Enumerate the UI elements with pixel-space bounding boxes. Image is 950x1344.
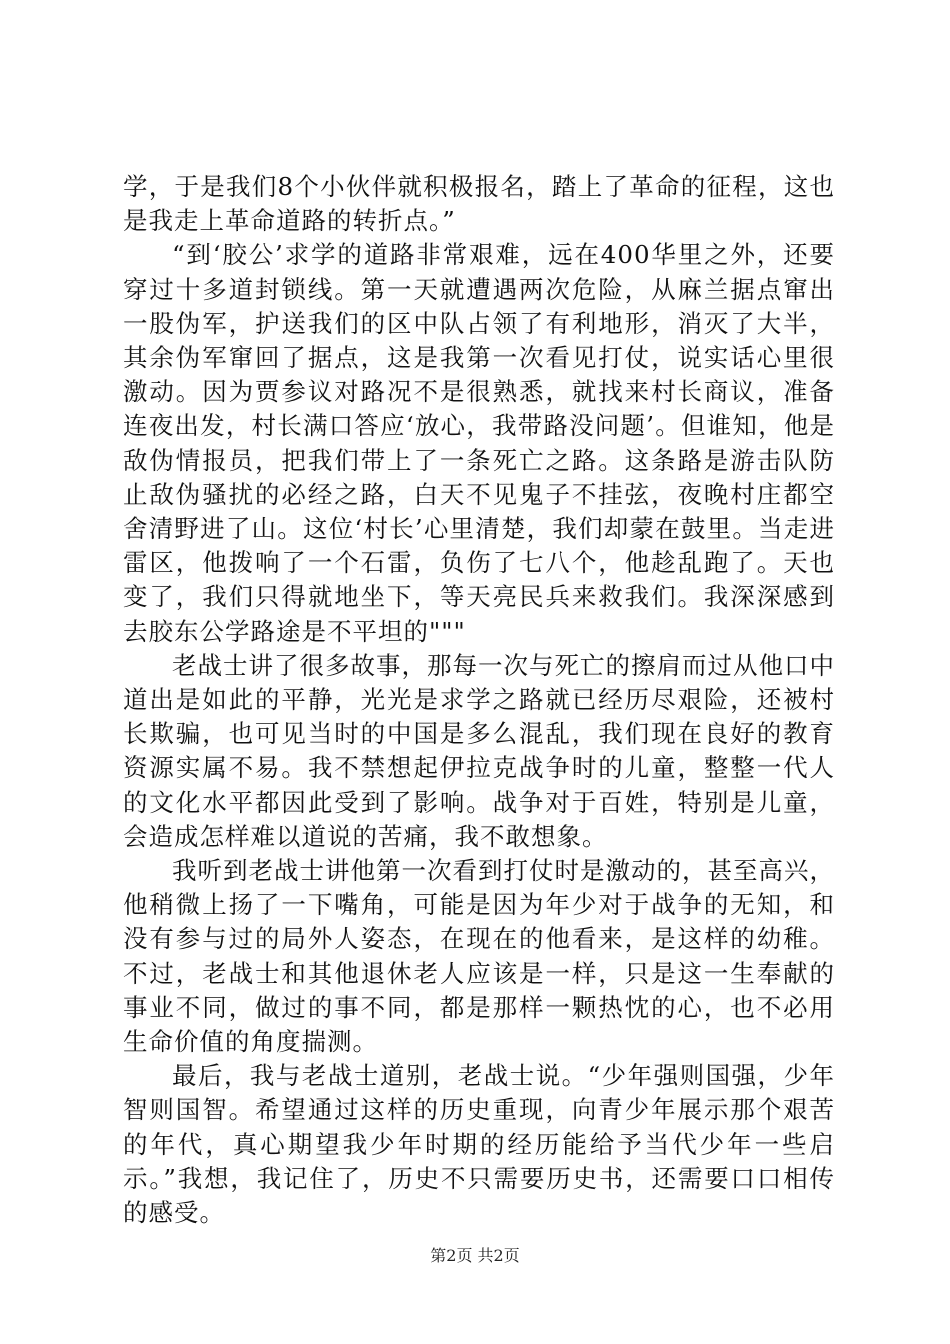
page-number: 第2页 共2页 — [430, 1246, 520, 1265]
paragraph: “到‘胶公’求学的道路非常艰难，远在400华里之外，还要穿过十多道封锁线。第一天就遭遇两次危险，从麻兰据点窜出一股伪军，护送我们的区中队占领了有利地形，消灭了大半，其余伪军窜回了据点，这是我第一次看见打仗，说实话心里很激动。因为贾参议对路况不是很熟悉，就找来村长商议，准备连夜出发，村长满口答应‘放心，我带路没问题’。但谁知，他是敌伪情报员，把我们带上了一条死亡之路。这条路是游击队防止敌伪骚扰的必经之路，白天不见鬼子不挂弦，夜晚村庄都空舍清野进了山。这位‘村长’心里清楚，我们却蒙在鼓里。当走进雷区，他拨响了一个石雷，负伤了七八个，他趁乱跑了。天也变了，我们只得就地坐下，等天亮民兵来救我们。我深深感到去胶东公学路途是不平坦的""" — [123, 240, 835, 646]
paragraph-continuation: 学，于是我们8个小伙伴就积极报名，踏上了革命的征程，这也是我走上革命道路的转折点。” — [123, 172, 835, 236]
page-footer — [0, 1243, 950, 1266]
paragraph: 老战士讲了很多故事，那每一次与死亡的擦肩而过从他口中道出是如此的平静，光光是求学之路就已经历尽艰险，还被村长欺骗，也可见当时的中国是多么混乱，我们现在良好的教育资源实属不易。我不禁想起伊拉克战争时的儿童，整整一代人的文化水平都因此受到了影响。战争对于百姓，特别是儿童，会造成怎样难以道说的苦痛，我不敢想象。 — [123, 650, 835, 851]
paragraph: 最后，我与老战士道别，老战士说。“少年强则国强，少年智则国智。希望通过这样的历史重现，向青少年展示那个艰苦的年代，真心期望我少年时期的经历能给予当代少年一些启示。”我想，我记住了，历史不只需要历史书，还需要口口相传的感受。 — [123, 1061, 835, 1228]
paragraph: 我听到老战士讲他第一次看到打仗时是激动的，甚至高兴，他稍微上扬了一下嘴角，可能是因为年少对于战争的无知，和没有参与过的局外人姿态，在现在的他看来，是这样的幼稚。不过，老战士和其他退休老人应该是一样，只是这一生奉献的事业不同，做过的事不同，都是那样一颗热忱的心，也不必用生命价值的角度揣测。 — [123, 856, 835, 1057]
body-text — [123, 170, 835, 1230]
